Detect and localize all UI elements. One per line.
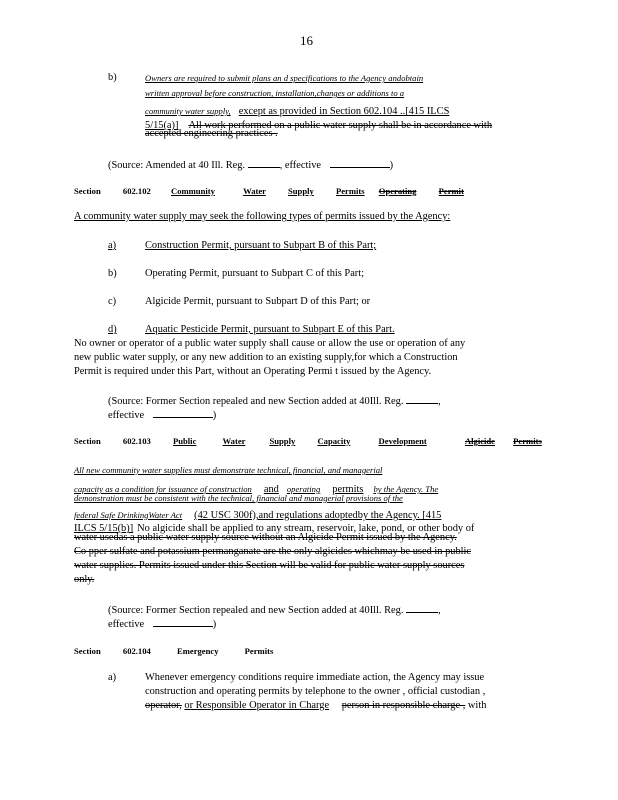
heading-word: Supply: [288, 186, 314, 196]
text-plain: permits: [332, 484, 364, 495]
section-heading-602-104: [74, 646, 273, 656]
source-comma: ,: [438, 396, 441, 407]
heading-word-deleted: Permits: [513, 436, 542, 446]
list-label: a): [108, 240, 117, 251]
paragraph-line: [145, 700, 486, 711]
heading-number: 602.104: [122, 646, 151, 656]
list-item: Aquatic Pesticide Permit, pursuant to Subpart E of this Part.: [145, 324, 395, 335]
list-label: b): [108, 72, 117, 83]
source-effective: , effective: [279, 160, 322, 171]
heading-number: 602.103: [122, 436, 151, 446]
b-line-2: written approval before construction, installation,changes or additions to a: [145, 88, 405, 98]
heading-word: Community: [170, 186, 215, 196]
heading-word: Water: [243, 186, 266, 196]
heading-word: Water: [222, 436, 246, 446]
source-note-1: [108, 157, 393, 171]
paragraph-line: Whenever emergency conditions require immediate action, the Agency may issue: [145, 672, 485, 683]
text-plain: and: [263, 484, 279, 495]
text-deleted: person in responsible charge ,: [341, 700, 466, 711]
source-text: (Source: Former Section repealed and new Section added at 40Ill. Reg.: [108, 605, 404, 616]
heading-word: Supply: [269, 436, 296, 446]
text-plain: with: [467, 700, 487, 711]
list-item: Construction Permit, pursuant to Subpart B of this Part;: [145, 240, 377, 251]
heading-section-word: Section: [74, 646, 101, 656]
list-item: Operating Permit, pursuant to Subpart C of this Part;: [145, 268, 365, 279]
b-line-5-deleted: accepted engineering practices .: [145, 128, 278, 139]
list-item: Algicide Permit, pursuant to Subpart D of this Part; or: [145, 296, 371, 307]
source-effective: effective: [108, 410, 145, 421]
b-line-4-deleted: All work performed on a public water supply shall be in accordance with: [188, 120, 493, 131]
page-number: 16: [300, 33, 313, 48]
text-plain: (42 USC 300f),and regulations adoptedby the Agency. [415: [194, 510, 442, 521]
paragraph-line-deleted: water usedas a public water supply source without an Algicide Permit issued by the Agency.: [74, 532, 457, 543]
source-close: ): [212, 410, 217, 421]
text-italic: by the Agency. The: [373, 484, 439, 494]
heading-word: Development: [378, 436, 427, 446]
source-note-3: [108, 602, 441, 616]
source-comma: ,: [438, 605, 441, 616]
source-note-3-effective: [108, 616, 216, 630]
source-close: ): [212, 619, 217, 630]
heading-word: Emergency: [176, 646, 219, 656]
blank-line: [153, 616, 213, 627]
source-text: (Source: Amended at 40 Ill. Reg.: [108, 160, 246, 171]
heading-number: 602.102: [122, 186, 151, 196]
blank-line: [406, 602, 438, 613]
heading-word-deleted: Algicide: [464, 436, 495, 446]
paragraph-line-deleted: only.: [74, 574, 95, 585]
blank-line: [153, 407, 213, 418]
list-label: c): [108, 296, 117, 307]
text-italic: federal Safe DrinkingWater Act: [74, 510, 183, 520]
paragraph-line-deleted: Co pper sulfate and potassium permanganate are the only algicides whichmay be used in public: [74, 546, 472, 557]
source-note-2: [108, 393, 441, 407]
list-label: d): [108, 324, 117, 335]
paragraph-line: All new community water supplies must demonstrate technical, financial, and managerial: [74, 465, 383, 475]
text-italic: capacity as a condition for issuance of construction: [74, 484, 252, 494]
paragraph-line: demonstration must be consistent with the technical, financial and managerial provisions of the: [74, 493, 403, 503]
citation: ILCS 5/15(b)]: [74, 523, 134, 534]
text-plain: No algicide shall be applied to any stream, reservoir, lake, pond, or other body of: [137, 523, 475, 534]
text-italic: operating: [286, 484, 321, 494]
b-line-1: Owners are required to submit plans an d specifications to the Agency andobtain: [145, 73, 424, 83]
intro-paragraph-602-102: A community water supply may seek the following types of permits issued by the Agency:: [74, 211, 451, 222]
text-deleted: operator,: [145, 700, 182, 711]
b-line-3-rest: except as provided in Section 602.104 ..[415 ILCS: [238, 106, 450, 117]
paragraph-line: construction and operating permits by telephone to the owner , official custodian ,: [145, 686, 486, 697]
list-label: b): [108, 268, 117, 279]
source-effective: effective: [108, 619, 145, 630]
paragraph-line: new public water supply, or any new addition to an existing supply,for which a Construction: [74, 352, 458, 363]
blank-line: [248, 157, 280, 168]
section-heading-602-103: [74, 436, 542, 446]
paragraph-line: No owner or operator of a public water supply shall cause or allow the use or operation of any: [74, 338, 466, 349]
blank-line: [330, 157, 390, 168]
text-inserted: or Responsible Operator in Charge: [184, 700, 330, 711]
paragraph-line-deleted: water supplies. Permits issued under this Section will be valid for public water supply sources: [74, 560, 465, 571]
heading-word: Permits: [244, 646, 274, 656]
section-heading-602-102: [74, 186, 464, 196]
blank-line: [406, 393, 438, 404]
b-line-3-italic: community water supply,: [145, 106, 231, 116]
heading-word-deleted: Permit: [438, 186, 464, 196]
list-label: a): [108, 672, 117, 683]
paragraph-line: Permit is required under this Part, without an Operating Permi t issued by the Agency.: [74, 366, 432, 377]
heading-word: Public: [172, 436, 197, 446]
heading-section-word: Section: [74, 186, 101, 196]
heading-word: Permits: [335, 186, 365, 196]
heading-section-word: Section: [74, 436, 101, 446]
heading-word: Capacity: [317, 436, 351, 446]
source-close: ): [389, 160, 394, 171]
source-text: (Source: Former Section repealed and new Section added at 40Ill. Reg.: [108, 396, 404, 407]
source-note-2-effective: [108, 407, 216, 421]
b-line-4-citation: 5/15(a)]: [145, 120, 179, 131]
heading-word-deleted: Operating: [378, 186, 417, 196]
